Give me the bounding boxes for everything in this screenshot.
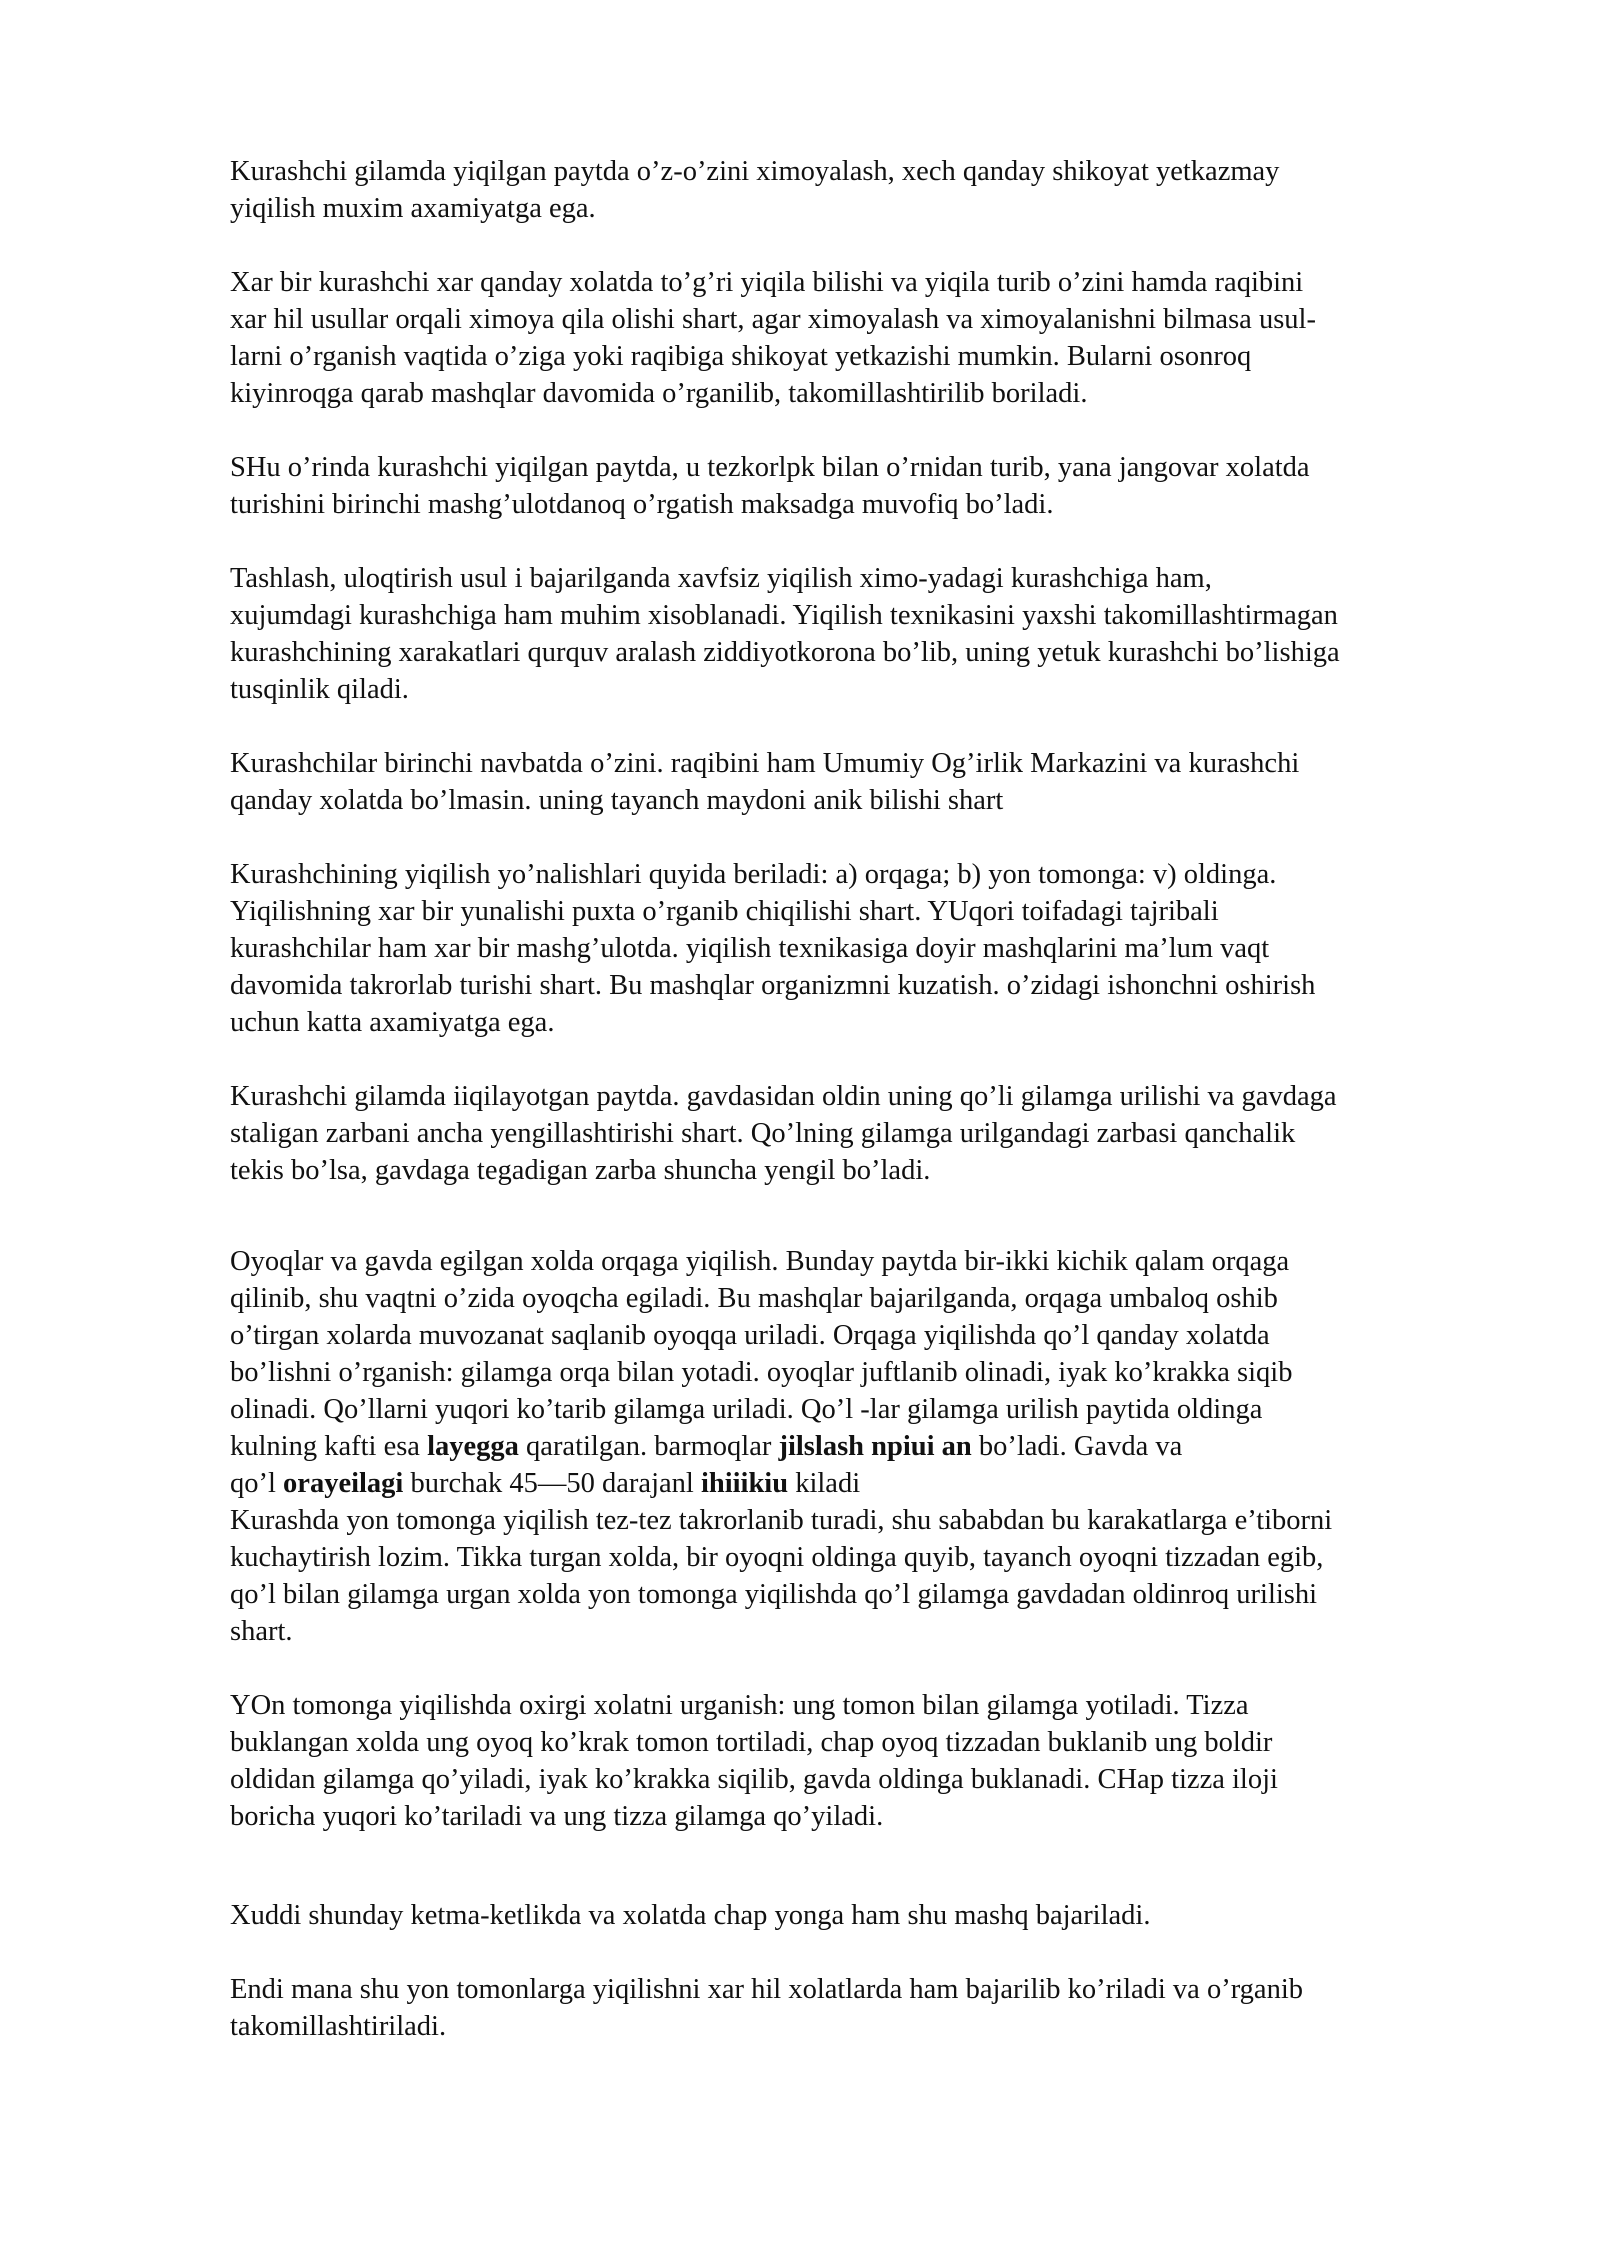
paragraph-7: Kurashchi gilamda iiqilayotgan paytda. gavdasidan oldin uning qo’li gilamga urilishi va gavdaga staligan zarbani ancha yengillashtirishi shart. Qo’lning gilamga urilgandagi zarbasi qanchalik tekis bo’lsa, gavdaga tegadigan zarba shuncha yengil bo’ladi.	[230, 1081, 1337, 1186]
text-run: kiladi	[788, 1468, 861, 1499]
text-run: bo’ladi. Gavda va qo’l	[230, 1431, 1183, 1499]
paragraph-10: YOn tomonga yiqilishda oxirgi xolatni urganish: ung tomon bilan gilamga yotiladi. Tizza buklangan xolda ung oyoq ko’krak tomon tortiladi, chap oyoq tizzadan buklanib ung boldir oldidan gilamga qo’yiladi, iyak ko’krakka siqilib, gavda oldinga buklanadi. CHap tizza iloji boricha yuqori ko’tariladi va ung tizza gilamga qo’yiladi.	[230, 1690, 1278, 1832]
text-run: qaratilgan. barmoqlar	[518, 1431, 779, 1462]
paragraph-2: Xar bir kurashchi xar qanday xolatda to’g’ri yiqila bilishi va yiqila turib o’zini hamda raqibini xar hil usullar orqali ximoya qila olishi shart, agar ximoyalash va ximoyalanishni bilmasa usul- larni o’rganish vaqtida o’ziga yoki raqibiga shikoyat yetkazishi mumkin. Bularni osonroq kiyinroqga qarab mashqlar davomida o’rganilib, takomillashtirilib boriladi.	[230, 267, 1316, 409]
bold-term-4: ihiiikiu	[700, 1468, 789, 1499]
paragraph-4: Tashlash, uloqtirish usul i bajarilganda xavfsiz yiqilish ximo-yadagi kurashchiga ham, xujumdagi kurashchiga ham muhim xisoblanadi. Yiqilish texnikasini yaxshi takomillashtirmagan kurashchining xarakatlari qurquv aralash ziddiyotkorona bo’lib, uning yetuk kurashchi bo’lishiga tusqinlik qiladi.	[230, 563, 1340, 705]
paragraph-1: Kurashchi gilamda yiqilgan paytda o’z-o’zini ximoyalash, xech qanday shikoyat yetkazmay yiqilish muxim axamiyatga ega.	[230, 156, 1280, 224]
bold-term-1: layegga	[427, 1431, 519, 1462]
text-run: Oyoqlar va gavda egilgan xolda orqaga yiqilish. Bunday paytda bir-ikki kichik qalam orqaga qilinib, shu vaqtni o’zida oyoqcha egiladi. Bu mashqlar bajarilganda, orqaga umbaloq oshib o’tirgan xolarda muvozanat saqlanib oyoqqa uriladi. Orqaga yiqilishda qo’l qanday xolatda bo’lishni o’rganish: gilamga orqa bilan yotadi. oyoqlar juftlanib olinadi, iyak ko’krakka siqib olinadi. Qo’llarni yuqori ko’tarib gilamga uriladi. Qo’l -lar gilamga urilish paytida oldinga kulning kafti esa	[230, 1246, 1293, 1462]
paragraph-8-mixed	[230, 1243, 1490, 1502]
document-body	[230, 153, 1490, 2045]
paragraph-9: Kurashda yon tomonga yiqilish tez-tez takrorlanib turadi, shu sababdan bu karakatlarga e’tiborni kuchaytirish lozim. Tikka turgan xolda, bir oyoqni oldinga quyib, tayanch oyoqni tizzadan egib, qo’l bilan gilamga urgan xolda yon tomonga yiqilishda qo’l gilamga gavdadan oldinroq urilishi shart.	[230, 1505, 1333, 1647]
bold-term-3: orayeilagi	[283, 1468, 404, 1499]
paragraph-11: Xuddi shunday ketma-ketlikda va xolatda chap yonga ham shu mashq bajariladi.	[230, 1900, 1151, 1931]
bold-term-2: jilslash npiui an	[778, 1431, 972, 1462]
text-run: burchak 45—50 darajanl	[403, 1468, 701, 1499]
paragraph-3: SHu o’rinda kurashchi yiqilgan paytda, u tezkorlpk bilan o’rnidan turib, yana jangovar xolatda turishini birinchi mashg’ulotdanoq o’rgatish maksadga muvofiq bo’ladi.	[230, 452, 1310, 520]
paragraph-12: Endi mana shu yon tomonlarga yiqilishni xar hil xolatlarda ham bajarilib ko’riladi va o’rganib takomillashtiriladi.	[230, 1974, 1303, 2042]
paragraph-5: Kurashchilar birinchi navbatda o’zini. raqibini ham Umumiy Og’irlik Markazini va kurashchi qanday xolatda bo’lmasin. uning tayanch maydoni anik bilishi shart	[230, 748, 1300, 816]
paragraph-6: Kurashchining yiqilish yo’nalishlari quyida beriladi: a) orqaga; b) yon tomonga: v) oldinga. Yiqilishning xar bir yunalishi puxta o’rganib chiqilishi shart. YUqori toifadagi tajribali kurashchilar ham xar bir mashg’ulotda. yiqilish texnikasiga doyir mashqlarini ma’lum vaqt davomida takrorlab turishi shart. Bu mashqlar organizmni kuzatish. o’zidagi ishonchni oshirish uchun katta axamiyatga ega.	[230, 859, 1316, 1038]
